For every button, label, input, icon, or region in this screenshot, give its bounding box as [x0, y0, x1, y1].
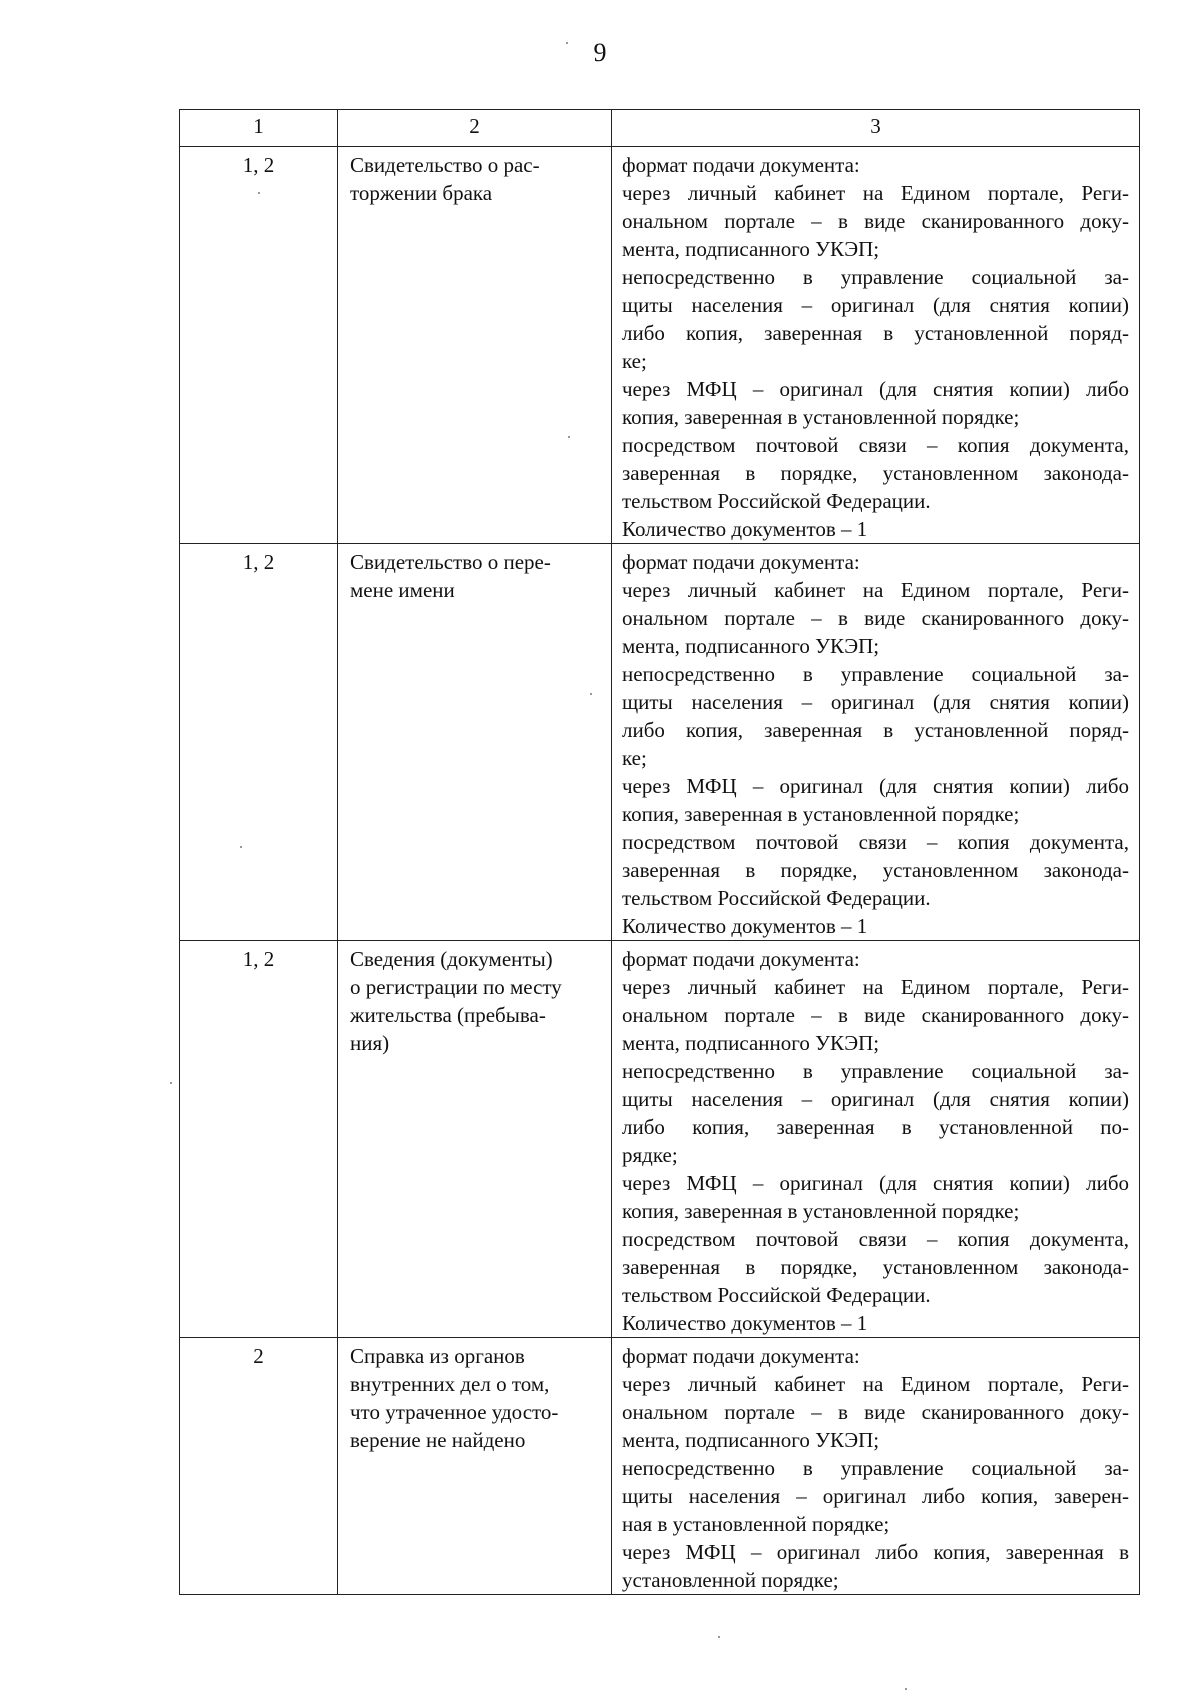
text-line: щиты населения – оригинал (для снятия копии)	[622, 293, 1129, 317]
row-applicant-category: 1, 2	[180, 941, 338, 1338]
row-submission-format	[612, 544, 1140, 941]
text-line: ональном портале – в виде сканированного доку-	[622, 1003, 1129, 1027]
text-line: копия, заверенная в установленной порядке;	[622, 405, 1020, 429]
text-line: мента, подписанного УКЭП;	[622, 634, 880, 658]
text-line: мента, подписанного УКЭП;	[622, 1031, 880, 1055]
text-line: установленной порядке;	[622, 1568, 839, 1592]
text-line: тельством Российской Федерации.	[622, 1283, 931, 1307]
text-line: либо копия, заверенная в установленной поряд-	[622, 718, 1129, 742]
scan-speck	[568, 436, 570, 438]
text-line: через МФЦ – оригинал (для снятия копии) либо	[622, 377, 1129, 401]
text-line: тельством Российской Федерации.	[622, 886, 931, 910]
row-document-name: Справка из органов внутренних дел о том, что утраченное удосто- верение не найдено	[338, 1338, 612, 1595]
scan-speck	[718, 1636, 720, 1638]
text-line: непосредственно в управление социальной за-	[622, 662, 1129, 686]
documents-table	[179, 109, 1140, 1595]
text-line: формат подачи документа:	[622, 947, 860, 971]
text-line: ке;	[622, 349, 647, 373]
header-row	[180, 110, 1140, 147]
table-body	[180, 147, 1140, 1595]
text-line: щиты населения – оригинал либо копия, заверен-	[622, 1484, 1129, 1508]
row-submission-format	[612, 941, 1140, 1338]
scan-speck	[170, 1082, 172, 1084]
text-line: через личный кабинет на Едином портале, Реги-	[622, 975, 1129, 999]
text-line: щиты населения – оригинал (для снятия копии)	[622, 1087, 1129, 1111]
text-line: через личный кабинет на Едином портале, Реги-	[622, 1372, 1129, 1396]
row-submission-format	[612, 147, 1140, 544]
text-line: ная в установленной порядке;	[622, 1512, 890, 1536]
table-row	[180, 941, 1140, 1338]
text-line: копия, заверенная в установленной порядке;	[622, 802, 1020, 826]
text-line: формат подачи документа:	[622, 550, 860, 574]
text-line: непосредственно в управление социальной за-	[622, 265, 1129, 289]
scan-speck	[905, 1688, 907, 1690]
text-line: ональном портале – в виде сканированного доку-	[622, 209, 1129, 233]
row-applicant-category: 2	[180, 1338, 338, 1595]
text-line: посредством почтовой связи – копия документа,	[622, 1227, 1129, 1251]
page-number: 9	[593, 38, 607, 67]
text-line: рядке;	[622, 1143, 678, 1167]
row-submission-format	[612, 1338, 1140, 1595]
text-line: ональном портале – в виде сканированного доку-	[622, 606, 1129, 630]
row-document-name: Свидетельство о рас- торжении брака	[338, 147, 612, 544]
text-line: мента, подписанного УКЭП;	[622, 237, 880, 261]
row-document-name: Свидетельство о пере- мене имени	[338, 544, 612, 941]
column-header-3: 3	[612, 110, 1140, 147]
column-header-1: 1	[180, 110, 338, 147]
scan-speck	[590, 693, 592, 695]
text-line: заверенная в порядке, установленном законода-	[622, 461, 1129, 485]
text-line: через МФЦ – оригинал либо копия, заверенная в	[622, 1540, 1129, 1564]
scan-speck	[258, 192, 260, 194]
text-line: мента, подписанного УКЭП;	[622, 1428, 880, 1452]
scan-speck	[566, 42, 568, 44]
text-line: через личный кабинет на Едином портале, Реги-	[622, 578, 1129, 602]
table-row	[180, 1338, 1140, 1595]
text-line: формат подачи документа:	[622, 153, 860, 177]
text-line: либо копия, заверенная в установленной поряд-	[622, 321, 1129, 345]
text-line: заверенная в порядке, установленном законода-	[622, 1255, 1129, 1279]
text-line: Количество документов – 1	[622, 914, 868, 938]
text-line: ональном портале – в виде сканированного доку-	[622, 1400, 1129, 1424]
text-line: либо копия, заверенная в установленной по-	[622, 1115, 1129, 1139]
text-line: заверенная в порядке, установленном законода-	[622, 858, 1129, 882]
text-line: через МФЦ – оригинал (для снятия копии) либо	[622, 1171, 1129, 1195]
table-header	[180, 110, 1140, 147]
scan-speck	[240, 846, 242, 848]
table-row	[180, 544, 1140, 941]
text-line: Количество документов – 1	[622, 517, 868, 541]
text-line: копия, заверенная в установленной порядке;	[622, 1199, 1020, 1223]
text-line: посредством почтовой связи – копия документа,	[622, 830, 1129, 854]
text-line: щиты населения – оригинал (для снятия копии)	[622, 690, 1129, 714]
text-line: через личный кабинет на Едином портале, Реги-	[622, 181, 1129, 205]
text-line: непосредственно в управление социальной за-	[622, 1059, 1129, 1083]
text-line: Количество документов – 1	[622, 1311, 868, 1335]
text-line: формат подачи документа:	[622, 1344, 860, 1368]
text-line: через МФЦ – оригинал (для снятия копии) либо	[622, 774, 1129, 798]
row-applicant-category: 1, 2	[180, 147, 338, 544]
row-document-name: Сведения (документы) о регистрации по месту жительства (пребыва- ния)	[338, 941, 612, 1338]
text-line: тельством Российской Федерации.	[622, 489, 931, 513]
text-line: посредством почтовой связи – копия документа,	[622, 433, 1129, 457]
column-header-2: 2	[338, 110, 612, 147]
text-line: ке;	[622, 746, 647, 770]
row-applicant-category: 1, 2	[180, 544, 338, 941]
text-line: непосредственно в управление социальной за-	[622, 1456, 1129, 1480]
table-row	[180, 147, 1140, 544]
